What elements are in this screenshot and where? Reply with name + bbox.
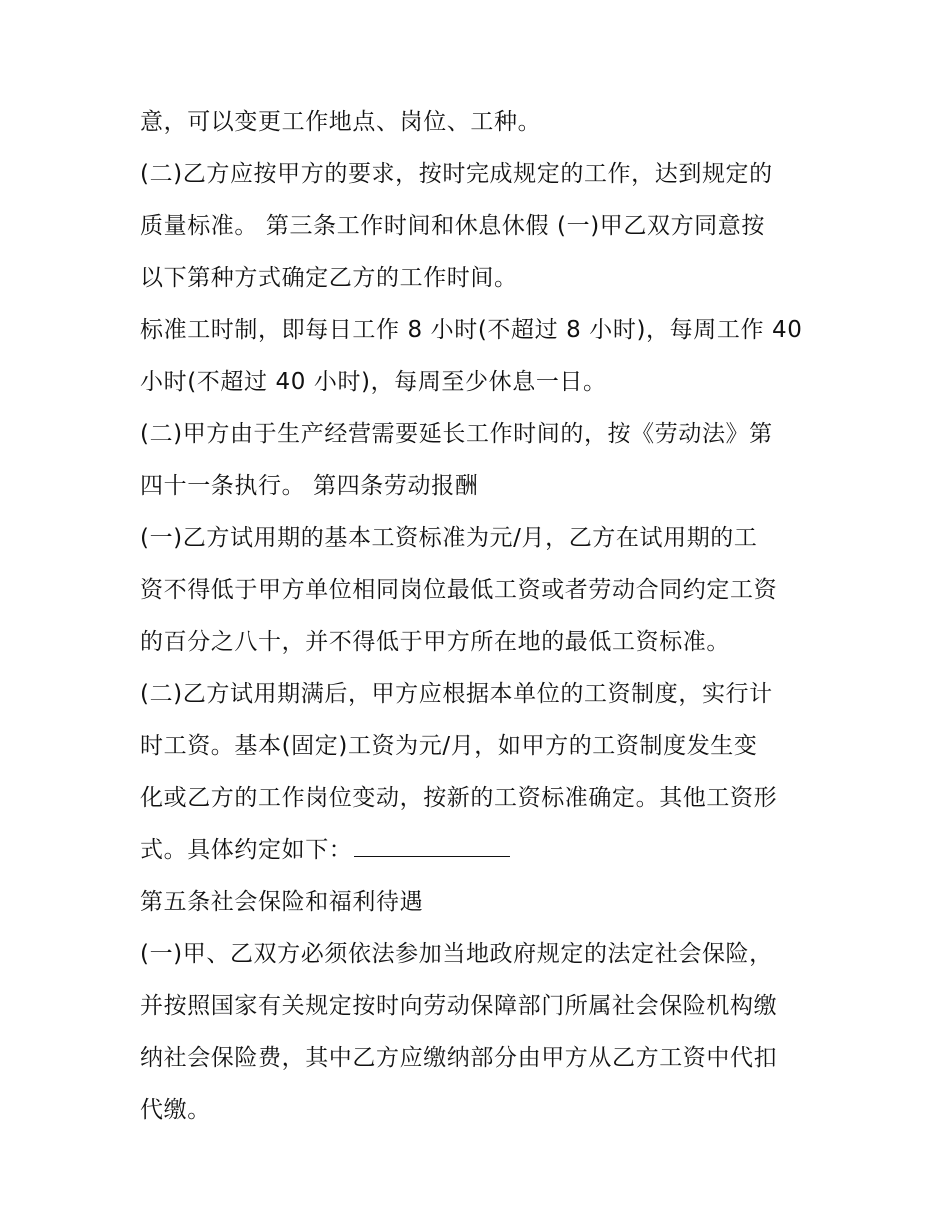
text-line: 化或乙方的工作岗位变动，按新的工资标准确定。其他工资形 (140, 785, 778, 811)
text-line: 的百分之八十，并不得低于甲方所在地的最低工资标准。 (140, 629, 730, 655)
text-line: 以下第种方式确定乙方的工作时间。 (140, 265, 518, 291)
text-line: 小时(不超过 40 小时)，每周至少休息一日。 (140, 369, 607, 395)
fill-in-blank (354, 830, 510, 857)
text-line: 代缴。 (140, 1097, 211, 1123)
section-heading: 第五条社会保险和福利待遇 (140, 889, 424, 915)
text-line: 标准工时制，即每日工作 8 小时(不超过 8 小时)，每周工作 40 (140, 317, 803, 343)
text-line: (一)乙方试用期的基本工资标准为元/月，乙方在试用期的工 (140, 525, 758, 551)
text-line: 意，可以变更工作地点、岗位、工种。 (140, 109, 542, 135)
text-line: 质量标准。 第三条工作时间和休息休假 (一)甲乙双方同意按 (140, 213, 765, 239)
text-line-with-blank (140, 830, 510, 870)
text-line: 时工资。基本(固定)工资为元/月，如甲方的工资制度发生变 (140, 733, 758, 759)
text-line: (二)乙方应按甲方的要求，按时完成规定的工作，达到规定的 (140, 161, 773, 187)
text-line: 并按照国家有关规定按时向劳动保障部门所属社会保险机构缴 (140, 993, 778, 1019)
text-line: 式。具体约定如下： (140, 837, 353, 863)
text-line: (二)乙方试用期满后，甲方应根据本单位的工资制度，实行计 (140, 681, 773, 707)
text-line: 四十一条执行。 第四条劳动报酬 (140, 473, 479, 499)
text-line: (一)甲、乙双方必须依法参加当地政府规定的法定社会保险， (140, 941, 773, 967)
text-line: 资不得低于甲方单位相同岗位最低工资或者劳动合同约定工资 (140, 577, 778, 603)
text-line: 纳社会保险费，其中乙方应缴纳部分由甲方从乙方工资中代扣 (140, 1045, 778, 1071)
text-line: (二)甲方由于生产经营需要延长工作时间的，按《劳动法》第 (140, 421, 773, 447)
